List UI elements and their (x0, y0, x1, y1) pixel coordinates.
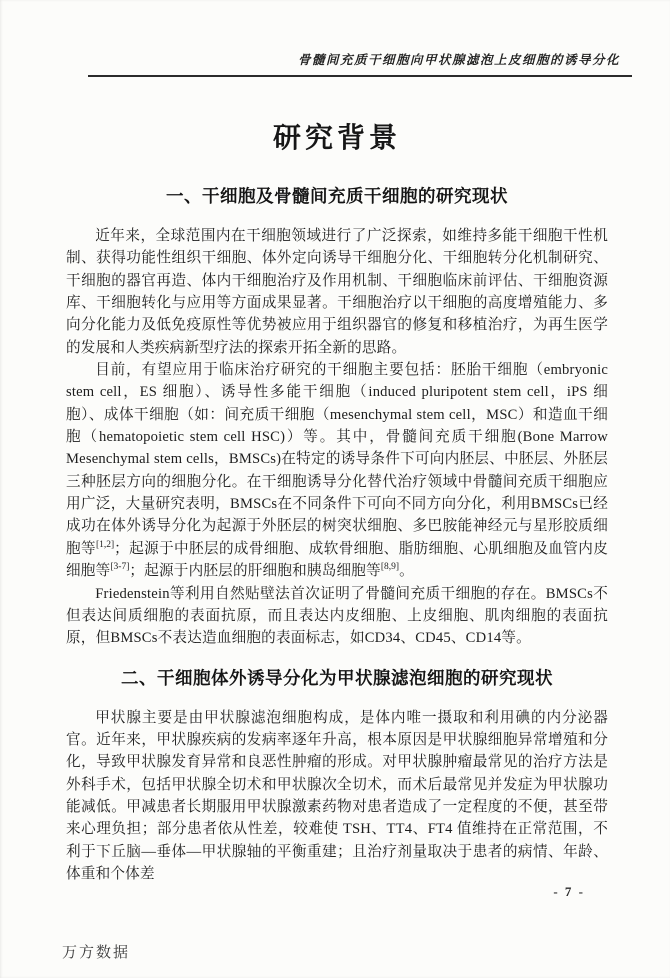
paragraph: 目前，有望应用于临床治疗研究的干细胞主要包括：胚胎干细胞（embryonic stem cell，ES 细胞）、诱导性多能干细胞（induced pluripotent stem cell，iPS 细胞）、成体干细胞（如：间充质干细胞（mesenchymal stem cell，MSC）和造血干细胞（hematopoietic stem cell HSC)）等。其中，骨髓间充质干细胞(Bone Marrow Mesenchymal stem cells，BMSCs)在特定的诱导条件下可向内胚层、中胚层、外胚层三种胚层方向的细胞分化。在干细胞诱导分化替代治疗领域中骨髓间充质干细胞应用广泛，大量研究表明，BMSCs在不同条件下可向不同方向分化，利用BMSCs已经成功在体外诱导分化为起源于外胚层的树突状细胞、多巴胺能神经元与星形胶质细胞等[1,2]；起源于中胚层的成骨细胞、成软骨细胞、脂肪细胞、心肌细胞及血管内皮细胞等[3-7]；起源于内胚层的肝细胞和胰岛细胞等[8,9]。 (66, 362, 608, 580)
page-content (66, 78, 608, 885)
running-title: 骨髓间充质干细胞向甲状腺滤泡上皮细胞的诱导分化 (297, 53, 620, 67)
section-2 (66, 665, 608, 886)
section-1-body (66, 225, 608, 650)
page-title: 研究背景 (272, 122, 401, 153)
paragraph: 近年来，全球范围内在干细胞领域进行了广泛探索，如维持多能干细胞干性机制、获得功能性组织干细胞、体外定向诱导干细胞分化、干细胞转分化机制研究、干细胞的器官再造、体内干细胞治疗及作用机制、干细胞临床前评估、干细胞资源库、干细胞转化与应用等方面成果显著。干细胞治疗以干细胞的高度增殖能力、多向分化能力及低免疫原性等优势被应用于组织器官的修复和移植治疗，为再生医学的发展和人类疾病新型疗法的探索开拓全新的思路。 (66, 228, 608, 356)
paragraph: Friedenstein等利用自然贴壁法首次证明了骨髓间充质干细胞的存在。BMSCs不但表达间质细胞的表面抗原，而且表达内皮细胞、上皮细胞、肌肉细胞的表面抗原，但BMSCs不表达造血细胞的表面标志，如CD34、CD45、CD14等。 (66, 585, 608, 647)
page-header (88, 50, 632, 77)
citation-superscript: [3-7] (110, 562, 130, 573)
page-number: - 7 - (553, 884, 585, 899)
paragraph: 甲状腺主要是由甲状腺滤泡细胞构成，是体内唯一摄取和利用碘的内分泌器官。近年来，甲状腺疾病的发病率逐年升高，根本原因是甲状腺细胞异常增殖和分化，导致甲状腺发育异常和良恶性肿瘤的形成。对甲状腺肿瘤最常见的治疗方法是外科手术，包括甲状腺全切术和甲状腺次全切术，而术后最常见并发症为甲状腺功能减低。甲减患者长期服用甲状腺激素药物对患者造成了一定程度的不便，甚至带来心理负担；部分患者依从性差，较难使 TSH、TT4、FT4 值维持在正常范围，不利于下丘脑—垂体—甲状腺轴的平衡重建；且治疗剂量取决于患者的病情、年龄、体重和个体差 (66, 709, 608, 882)
section-1 (66, 183, 608, 650)
citation-superscript: [8,9] (380, 562, 400, 573)
section-2-body (66, 707, 608, 886)
watermark-wanfang: 万方数据 (62, 944, 131, 961)
section-1-heading: 一、干细胞及骨髓间充质干细胞的研究现状 (166, 186, 508, 206)
citation-superscript: [1,2] (95, 539, 115, 550)
section-2-heading: 二、干细胞体外诱导分化为甲状腺滤泡细胞的研究现状 (121, 667, 553, 688)
